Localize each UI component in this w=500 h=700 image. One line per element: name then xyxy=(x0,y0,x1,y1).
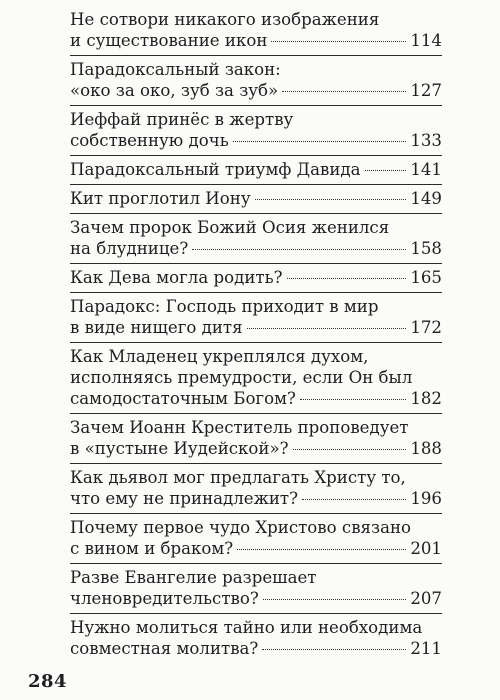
toc-entry xyxy=(70,213,442,263)
toc-entry-last-line xyxy=(70,388,442,409)
toc-entry-title-line: Не сотвори никакого изображения xyxy=(70,10,380,29)
dot-leader xyxy=(192,248,406,250)
toc-entry-title-line: в «пустыне Иудейской»? xyxy=(70,439,289,458)
toc-entry-page: 188 xyxy=(410,439,442,458)
toc-entry-page: 201 xyxy=(410,539,442,558)
toc-entry-title-line: Иеффай принёс в жертву xyxy=(70,110,294,129)
dot-leader xyxy=(237,548,406,550)
toc-entry-last-line xyxy=(70,130,442,151)
toc-entry-page: 114 xyxy=(410,31,442,50)
toc-entry xyxy=(70,105,442,155)
toc-entry xyxy=(70,563,442,613)
page-number: 284 xyxy=(28,671,68,692)
toc-entry-last-line xyxy=(70,267,442,288)
toc-entry xyxy=(70,55,442,105)
dot-leader xyxy=(262,648,406,650)
toc-entry-page: 158 xyxy=(410,239,442,258)
table-of-contents xyxy=(70,6,442,663)
toc-entry-title-line: Кит проглотил Иону xyxy=(70,189,251,208)
toc-entry-title-line: Разве Евангелие разрешает xyxy=(70,568,317,587)
toc-entry xyxy=(70,184,442,213)
toc-entry-last-line xyxy=(70,30,442,51)
toc-entry-last-line xyxy=(70,80,442,101)
dot-leader xyxy=(255,198,407,200)
toc-entry-last-line xyxy=(70,538,442,559)
toc-entry xyxy=(70,6,442,55)
toc-entry-title-line: Нужно молиться тайно или необходима xyxy=(70,618,423,637)
toc-entry-last-line xyxy=(70,438,442,459)
toc-entry-page: 127 xyxy=(410,81,442,100)
toc-entry-page: 211 xyxy=(410,639,442,658)
dot-leader xyxy=(300,398,406,400)
toc-entry-title-line: что ему не принадлежит? xyxy=(70,489,299,508)
toc-entry-title-line: «око за око, зуб за зуб» xyxy=(70,81,279,100)
dot-leader xyxy=(365,169,407,171)
toc-entry-page: 182 xyxy=(410,389,442,408)
toc-entry-last-line xyxy=(70,159,442,180)
toc-entry xyxy=(70,613,442,663)
toc-entry-title-line: совместная молитва? xyxy=(70,639,259,658)
toc-entry-title-line: Парадокс: Господь приходит в мир xyxy=(70,297,379,316)
toc-entry-last-line xyxy=(70,238,442,259)
toc-entry xyxy=(70,263,442,292)
toc-entry-title-line: Зачем пророк Божий Осия женился xyxy=(70,218,390,237)
toc-entry-title-line: на блуднице? xyxy=(70,239,189,258)
toc-entry-page: 141 xyxy=(410,160,442,179)
toc-entry-title-line: самодостаточным Богом? xyxy=(70,389,296,408)
toc-entry xyxy=(70,413,442,463)
toc-entry-title-line: в виде нищего дитя xyxy=(70,318,243,337)
dot-leader xyxy=(302,498,406,500)
toc-entry xyxy=(70,155,442,184)
toc-entry-title-line: членовредительство? xyxy=(70,589,259,608)
toc-entry xyxy=(70,292,442,342)
dot-leader xyxy=(233,140,407,142)
toc-entry-page: 172 xyxy=(410,318,442,337)
dot-leader xyxy=(287,277,407,279)
toc-entry-title-line: Как Младенец укреплялся духом, xyxy=(70,347,369,366)
toc-entry-page: 165 xyxy=(410,268,442,287)
toc-entry-title-line: Парадоксальный закон: xyxy=(70,60,281,79)
toc-entry-last-line xyxy=(70,188,442,209)
dot-leader xyxy=(282,90,406,92)
toc-entry-page: 196 xyxy=(410,489,442,508)
toc-entry-title-line: Почему первое чудо Христово связано xyxy=(70,518,412,537)
toc-entry-page: 133 xyxy=(410,131,442,150)
toc-entry-title-line: с вином и браком? xyxy=(70,539,234,558)
dot-leader xyxy=(271,40,406,42)
toc-entry-last-line xyxy=(70,488,442,509)
toc-entry-page: 149 xyxy=(410,189,442,208)
toc-entry xyxy=(70,463,442,513)
toc-entry-title-line: собственную дочь xyxy=(70,131,229,150)
toc-entry-last-line xyxy=(70,588,442,609)
toc-entry-last-line xyxy=(70,317,442,338)
toc-entry xyxy=(70,513,442,563)
dot-leader xyxy=(247,327,407,329)
toc-entry-last-line xyxy=(70,638,442,659)
toc-entry-title-line: Как дьявол мог предлагать Христу то, xyxy=(70,468,406,487)
toc-entry-title-line: Зачем Иоанн Креститель проповедует xyxy=(70,418,409,437)
toc-entry xyxy=(70,342,442,413)
toc-entry-title-line: Парадоксальный триумф Давида xyxy=(70,160,361,179)
toc-entry-title-line: и существование икон xyxy=(70,31,268,50)
toc-entry-title-line: исполняясь премудрости, если Он был xyxy=(70,368,413,387)
dot-leader xyxy=(263,598,407,600)
toc-entry-title-line: Как Дева могла родить? xyxy=(70,268,283,287)
toc-entry-page: 207 xyxy=(410,589,442,608)
dot-leader xyxy=(293,448,407,450)
